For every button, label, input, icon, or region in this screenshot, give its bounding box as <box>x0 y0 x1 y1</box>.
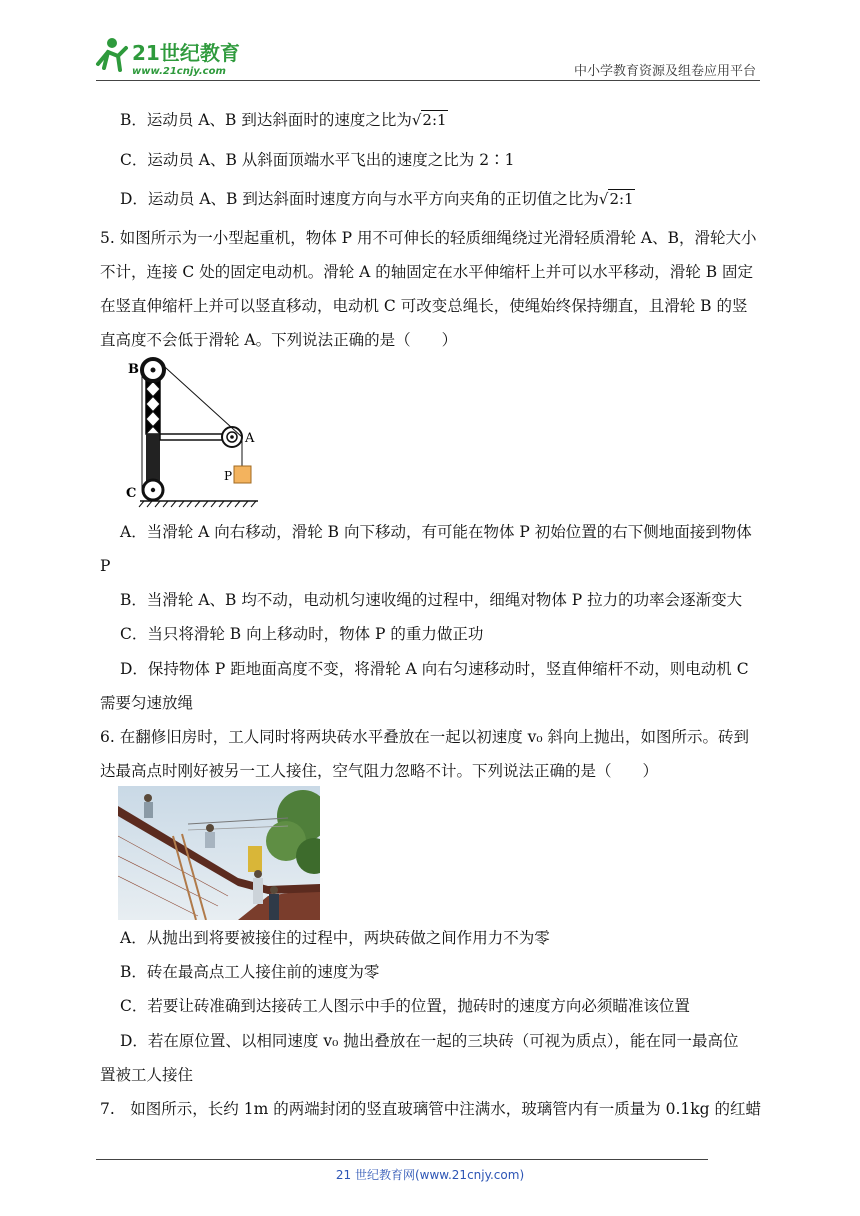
q4-option-b: B．运动员 A、B 到达斜面时的速度之比为√2:1 <box>120 111 447 129</box>
label-p: P <box>224 469 233 483</box>
label-b: B <box>128 362 139 377</box>
q5-option-a-line-1: A．当滑轮 A 向右移动，滑轮 B 向下移动，有可能在物体 P 初始位置的右下侧地面接到物体 <box>120 523 752 541</box>
label-a: A <box>245 431 255 446</box>
q6-option-a: A．从抛出到将要被接住的过程中，两块砖做之间作用力不为零 <box>120 929 550 947</box>
site-logo <box>92 34 262 80</box>
sqrt-expression: √2:1 <box>411 111 447 129</box>
sqrt-expression: √2:1 <box>598 190 634 208</box>
q5-stem-line-3: 在竖直伸缩杆上并可以竖直移动，电动机 C 可改变总绳长，使绳始终保持绷直，且滑轮 B 的竖 <box>100 297 748 315</box>
brick-throwing-photo <box>118 786 320 920</box>
q6-stem-line-2: 达最高点时刚好被另一工人接住，空气阻力忽略不计。下列说法正确的是（ ） <box>100 762 659 780</box>
q6-option-d-line-1: D．若在原位置、以相同速度 v₀ 抛出叠放在一起的三块砖（可视为质点），能在同一最高位 <box>120 1032 739 1050</box>
logo-text: 21世纪教育 <box>132 41 240 65</box>
crane-figure <box>118 356 268 512</box>
footer-divider <box>96 1159 708 1160</box>
q4-option-c: C．运动员 A、B 从斜面顶端水平飞出的速度之比为 2∶1 <box>120 151 515 169</box>
q5-option-c: C．当只将滑轮 B 向上移动时，物体 P 的重力做正功 <box>120 625 484 643</box>
q5-stem-line-4: 直高度不会低于滑轮 A。下列说法正确的是（ ） <box>100 331 458 349</box>
q6-stem-line-1: 6. 在翻修旧房时，工人同时将两块砖水平叠放在一起以初速度 v₀ 斜向上抛出，如图所示。砖到 <box>100 728 750 746</box>
q6-option-b: B．砖在最高点工人接住前的速度为零 <box>120 963 380 981</box>
q4-option-d: D．运动员 A、B 到达斜面时速度方向与水平方向夹角的正切值之比为√2:1 <box>120 190 634 208</box>
header-platform-text: 中小学教育资源及组卷应用平台 <box>573 64 756 79</box>
q6-option-d-line-2: 置被工人接住 <box>100 1066 194 1084</box>
footer-link[interactable]: 21 世纪教育网(www.21cnjy.com) <box>335 1168 525 1182</box>
q5-stem-line-2: 不计，连接 C 处的固定电动机。滑轮 A 的轴固定在水平伸缩杆上并可以水平移动，滑轮 B 固定 <box>100 263 754 281</box>
q5-stem-line-1: 5. 如图所示为一小型起重机，物体 P 用不可伸长的轻质细绳绕过光滑轻质滑轮 A、B，滑轮大小 <box>100 229 757 247</box>
q6-option-c: C．若要让砖准确到达接砖工人图示中手的位置，抛砖时的速度方向必须瞄准该位置 <box>120 997 690 1015</box>
logo-url: www.21cnjy.com <box>132 66 226 77</box>
label-c: C <box>126 486 137 501</box>
q5-option-b: B．当滑轮 A、B 均不动，电动机匀速收绳的过程中，细绳对物体 P 拉力的功率会逐渐变大 <box>120 591 743 609</box>
q5-option-d-line-2: 需要匀速放绳 <box>100 694 194 712</box>
header-divider <box>96 80 760 81</box>
q5-option-d-line-1: D．保持物体 P 距地面高度不变，将滑轮 A 向右匀速移动时，竖直伸缩杆不动，则电动机 C <box>120 660 749 678</box>
q7-stem-line-1: 7. 如图所示，长约 1m 的两端封闭的竖直玻璃管中注满水，玻璃管内有一质量为 0.1kg 的红蜡 <box>100 1100 762 1118</box>
q5-option-a-line-2: P <box>100 557 111 575</box>
